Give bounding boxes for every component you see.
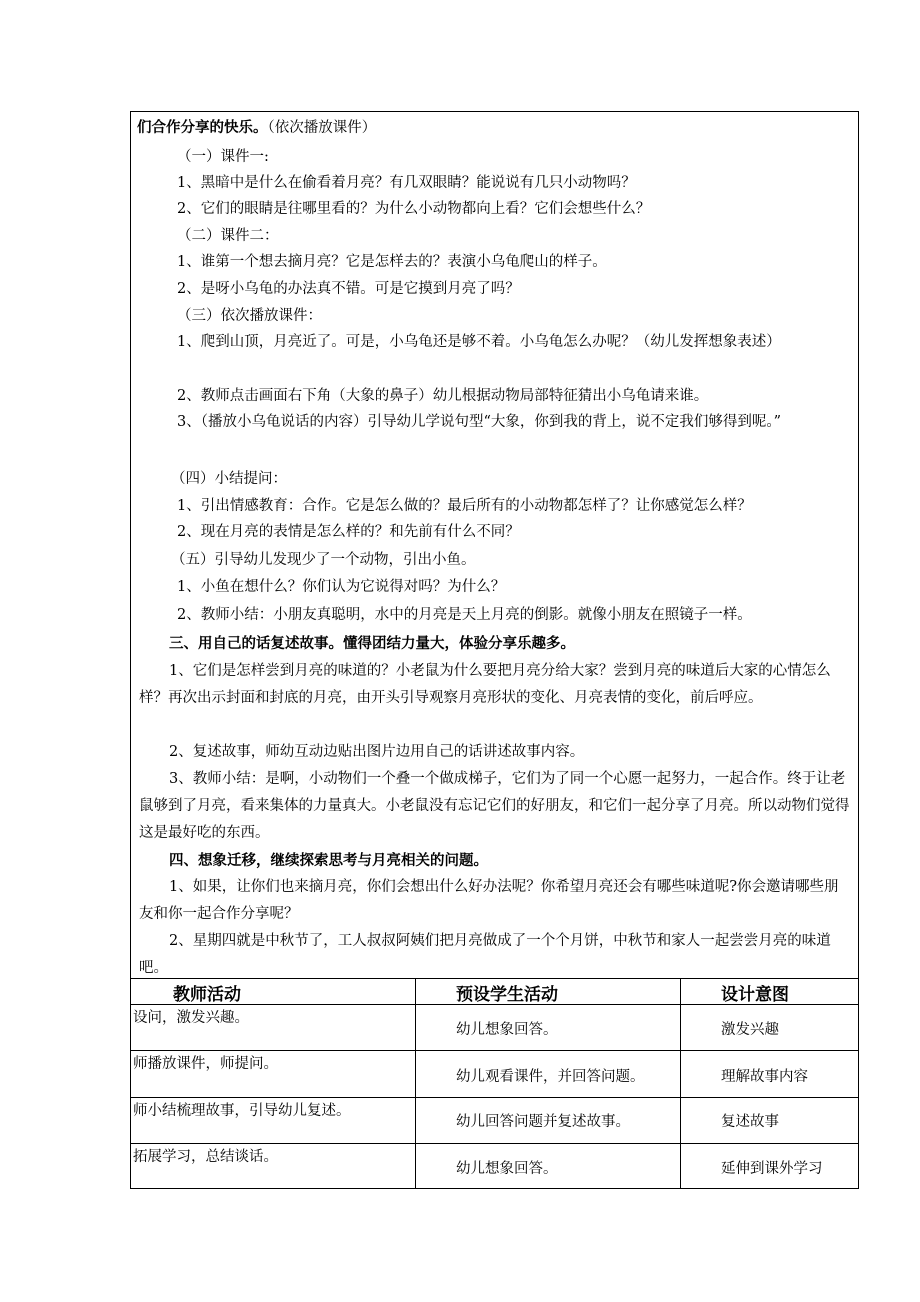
paragraph-bold: 们合作分享的快乐。: [137, 119, 268, 136]
paragraph: 1、小鱼在想什么？你们认为它说得对吗？为什么？: [177, 579, 506, 595]
paragraph: （三）依次播放课件：: [177, 308, 322, 324]
table-cell: 幼儿回答问题并复述故事。: [416, 1098, 681, 1143]
paragraph: 2、星期四就是中秋节了，工人叔叔阿姨们把月亮做成了一个个月饼，中秋节和家人一起尝尝月亮的味道吧。: [139, 933, 831, 976]
paragraph: （五）引导幼儿发现少了一个动物，引出小鱼。: [171, 552, 476, 568]
table-row: [131, 1144, 858, 1189]
table-header-row: [131, 979, 858, 1005]
paragraph: 1、谁第一个想去摘月亮？它是怎样去的？表演小乌龟爬山的样子。: [177, 254, 607, 270]
lesson-content: [131, 112, 858, 978]
table-cell: 复述故事: [721, 1114, 779, 1130]
paragraph: （四）小结提问：: [171, 471, 287, 487]
header-cell: 教师活动: [131, 979, 416, 1004]
paragraph: 1、黑暗中是什么在偷看着月亮？有几双眼睛？能说说有几只小动物吗？: [177, 175, 636, 191]
table-cell: 延伸到课外学习: [721, 1161, 823, 1177]
paragraph: 2、现在月亮的表情是怎么样的？和先前有什么不同？: [177, 524, 520, 540]
table-cell: 理解故事内容: [721, 1069, 808, 1085]
paragraph: （二）课件二：: [177, 228, 279, 244]
document-page: [130, 111, 859, 1189]
table-row: [131, 1051, 858, 1098]
paragraph: 2、教师点击画面右下角（大象的鼻子）幼儿根据动物局部特征猜出小乌龟请来谁。: [177, 388, 709, 404]
paragraph: [137, 114, 864, 142]
paragraph: 1、如果，让你们也来摘月亮，你们会想出什么好办法呢？你希望月亮还会有哪些味道呢?你会邀请哪些朋友和你一起合作分享呢？: [139, 879, 839, 922]
header-cell: 预设学生活动: [416, 979, 681, 1004]
table-cell: 激发兴趣: [721, 1022, 779, 1038]
paragraph-text: （依次播放课件）: [267, 120, 377, 136]
paragraph: （一）课件一:: [177, 149, 269, 165]
paragraph: 3、（播放小乌龟说话的内容）引导幼儿学说句型“大象，你到我的背上，说不定我们够得到呢。”: [177, 414, 782, 430]
table-cell: 师小结梳理故事，引导幼儿复述。: [131, 1098, 416, 1143]
header-cell: 设计意图: [721, 985, 789, 1005]
paragraph: 1、爬到山顶，月亮近了。可是，小乌龟还是够不着。小乌龟怎么办呢？（幼儿发挥想象表述）: [177, 334, 781, 350]
paragraph: 2、是呀小乌龟的办法真不错。可是它摸到月亮了吗？: [177, 281, 520, 297]
section-heading: 四、想象迁移，继续探索思考与月亮相关的问题。: [169, 852, 488, 869]
table-cell: 设问，激发兴趣。: [131, 1005, 416, 1050]
table-cell: 师播放课件，师提问。: [131, 1051, 416, 1097]
paragraph: 2、教师小结：小朋友真聪明，水中的月亮是天上月亮的倒影。就像小朋友在照镜子一样。: [177, 607, 752, 623]
table-cell: 幼儿想象回答。: [416, 1005, 681, 1050]
table-cell: 拓展学习，总结谈话。: [131, 1144, 416, 1189]
table-row: [131, 1005, 858, 1051]
paragraph: 3、教师小结：是啊，小动物们一个叠一个做成梯子，它们为了同一个心愿一起努力，一起合作。终于让老鼠够到了月亮，看来集体的力量真大。小老鼠没有忘记它们的好朋友，和它们一起分享了月亮。所以动物们觉得这是最好吃的东西。: [139, 771, 850, 841]
paragraph: 2、复述故事，师幼互动边贴出图片边用自己的话讲述故事内容。: [169, 744, 585, 760]
table-row: [131, 1098, 858, 1144]
activity-table: [131, 978, 858, 1190]
paragraph: 2、它们的眼睛是往哪里看的？为什么小动物都向上看？它们会想些什么？: [177, 201, 651, 217]
section-heading: 三、用自己的话复述故事。懂得团结力量大，体验分享乐趣多。: [169, 635, 575, 652]
paragraph: 1、它们是怎样尝到月亮的味道的？小老鼠为什么要把月亮分给大家？尝到月亮的味道后大家的心情怎么样？再次出示封面和封底的月亮，由开头引导观察月亮形状的变化、月亮表情的变化，前后呼应。: [139, 663, 831, 706]
table-cell: 幼儿想象回答。: [416, 1144, 681, 1189]
table-cell: 幼儿观看课件，并回答问题。: [416, 1051, 681, 1097]
paragraph: 1、引出情感教育：合作。它是怎么做的？最后所有的小动物都怎样了？让你感觉怎么样？: [177, 498, 752, 514]
